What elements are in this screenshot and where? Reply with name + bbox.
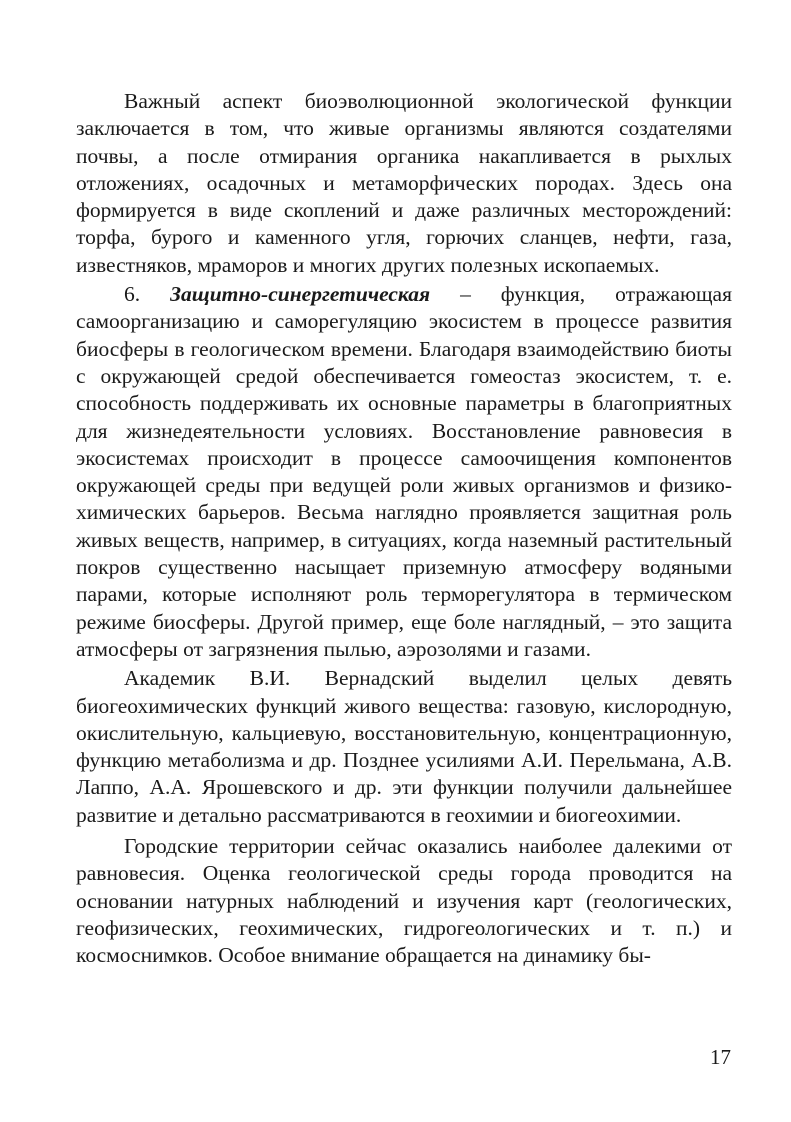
term-protective-synergetic: Защитно-синергетическая <box>170 282 431 307</box>
paragraph-bioevolution: Важный аспект биоэволюционной экологической функции заключается в том, что живые организмы являются создателями почвы, а после отмирания органика накапливается в рыхлых отложениях, осадочных и метаморфических породах. Здесь она формируется в виде скоплений и даже различных месторождений: торфа, бурого и каменного угля, горючих сланцев, нефти, газа, известняков, мраморов и многих других полезных ископаемых. <box>76 89 732 277</box>
paragraph-vernadsky: Академик В.И. Вернадский выделил целых девять биогеохимических функций живого вещества: газовую, кислородную, окислительную, кальциевую, восстановительную, концентрационную, функцию метаболизма и др. Позднее усилиями А.И. Перельмана, А.В. Лаппо, А.А. Ярошевского и др. эти функции получили дальнейшее развитие и детально рассматриваются в геохимии и биогеохимии. <box>76 666 732 827</box>
paragraph-protective-synergetic <box>76 281 732 663</box>
page-body <box>76 88 732 970</box>
page-number: 17 <box>710 1045 731 1069</box>
paragraph-text: – функция, отражающая самоорганизацию и саморегуляцию экосистем в процессе развития биосферы в геологическом времени. Благодаря взаимодействию биоты с окружающей средой обеспечивается гомеостаз экосистем, т. е. способность поддерживать их основные параметры в благоприятных для жизнедеятельности условиях. Восстановление равновесия в экосистемах происходит в процессе самоочищения компонентов окружающей среды при ведущей роли живых организмов и физико-химических барьеров. Весьма наглядно проявляется защитная роль живых веществ, например, в ситуациях, когда наземный растительный покров существенно насыщает приземную атмосферу водяными парами, которые исполняют роль терморегулятора в термическом режиме биосферы. Другой пример, еще боле наглядный, – это защита атмосферы от загрязнения пылью, аэрозолями и газами. <box>76 282 732 661</box>
item-number: 6. <box>124 282 171 307</box>
paragraph-urban-territories: Городские территории сейчас оказались наиболее далекими от равновесия. Оценка геологической среды города проводится на основании натурных наблюдений и изучения карт (геологических, геофизических, геохимических, гидрогеологических и т. п.) и космоснимков. Особое внимание обращается на динамику бы- <box>76 834 732 968</box>
